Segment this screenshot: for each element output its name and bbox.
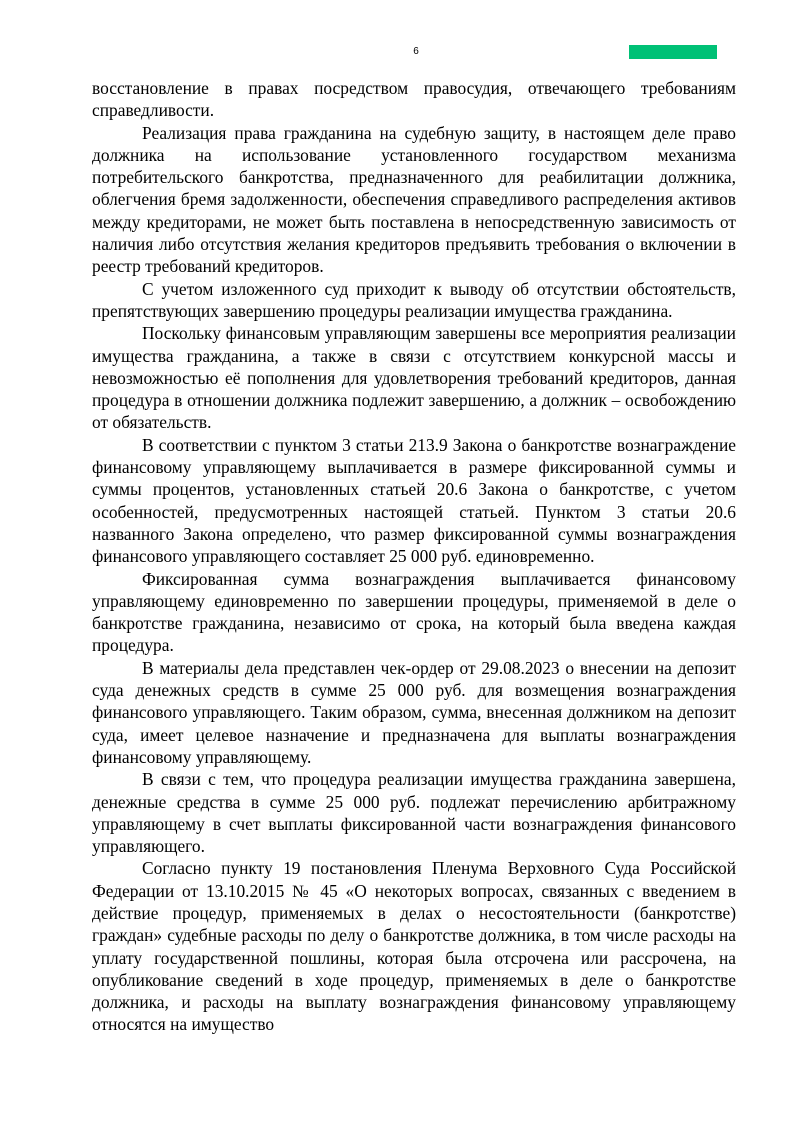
paragraph-9: Согласно пункту 19 постановления Пленума Верховного Суда Российской Федерации от 13.10.2015 № 45 «О некоторых вопросах, связанных с введением в действие процедур, применяемых в делах о несостоятельности (банкротстве) граждан» судебные расходы по делу о банкротстве должника, в том числе расходы на уплату государственной пошлины, которая была отсрочена или рассрочена, на опубликование сведений в ходе процедур, применяемых в деле о банкротстве должника, и расходы на выплату вознаграждения финансовому управляющему относятся на имущество — [92, 858, 736, 1035]
paragraph-1: восстановление в правах посредством правосудия, отвечающего требованиям справедливости. — [92, 78, 736, 121]
paragraph-6: Фиксированная сумма вознаграждения выплачивается финансовому управляющему единовременно по завершении процедуры, применяемой в деле о банкротстве гражданина, независимо от срока, на который была введена каждая процедура. — [92, 568, 736, 656]
document-body — [92, 77, 736, 1036]
paragraph-5: В соответствии с пунктом 3 статьи 213.9 Закона о банкротстве вознаграждение финансовому управляющему выплачивается в размере фиксированной суммы и суммы процентов, установленных статьей 20.6 Закона о банкротстве, с учетом особенностей, предусмотренных настоящей статьей. Пунктом 3 статьи 20.6 названного Закона определено, что размер фиксированной суммы вознаграждения финансового управляющего составляет 25 000 руб. единовременно. — [92, 434, 736, 567]
paragraph-2: Реализация права гражданина на судебную защиту, в настоящем деле право должника на использование установленного государством механизма потребительского банкротства, предназначенного для реабилитации должника, облегчения бремя задолженности, обеспечения справедливого распределения активов между кредиторами, не может быть поставлена в непосредственную зависимость от наличия либо отсутствия желания кредиторов предъявить требования о включении в реестр требований кредиторов. — [92, 122, 736, 277]
paragraph-7: В материалы дела представлен чек-ордер от 29.08.2023 о внесении на депозит суда денежных средств в сумме 25 000 руб. для возмещения вознаграждения финансового управляющего. Таким образом, сумма, внесенная должником на депозит суда, имеет целевое назначение и предназначена для выплаты вознаграждения финансовому управляющему. — [92, 657, 736, 767]
page-number: 6 — [413, 46, 419, 57]
paragraph-8: В связи с тем, что процедура реализации имущества гражданина завершена, денежные средства в сумме 25 000 руб. подлежат перечислению арбитражному управляющему в счет выплаты фиксированной части вознаграждения финансового управляющего. — [92, 769, 736, 857]
paragraph-4: Поскольку финансовым управляющим завершены все мероприятия реализации имущества гражданина, а также в связи с отсутствием конкурсной массы и невозможностью её пополнения для удовлетворения требований кредиторов, данная процедура в отношении должника подлежит завершению, а должник – освобождению от обязательств. — [92, 323, 736, 433]
paragraph-3: С учетом изложенного суд приходит к выводу об отсутствии обстоятельств, препятствующих завершению процедуры реализации имущества гражданина. — [92, 278, 736, 321]
document-marker-bar — [629, 45, 717, 59]
